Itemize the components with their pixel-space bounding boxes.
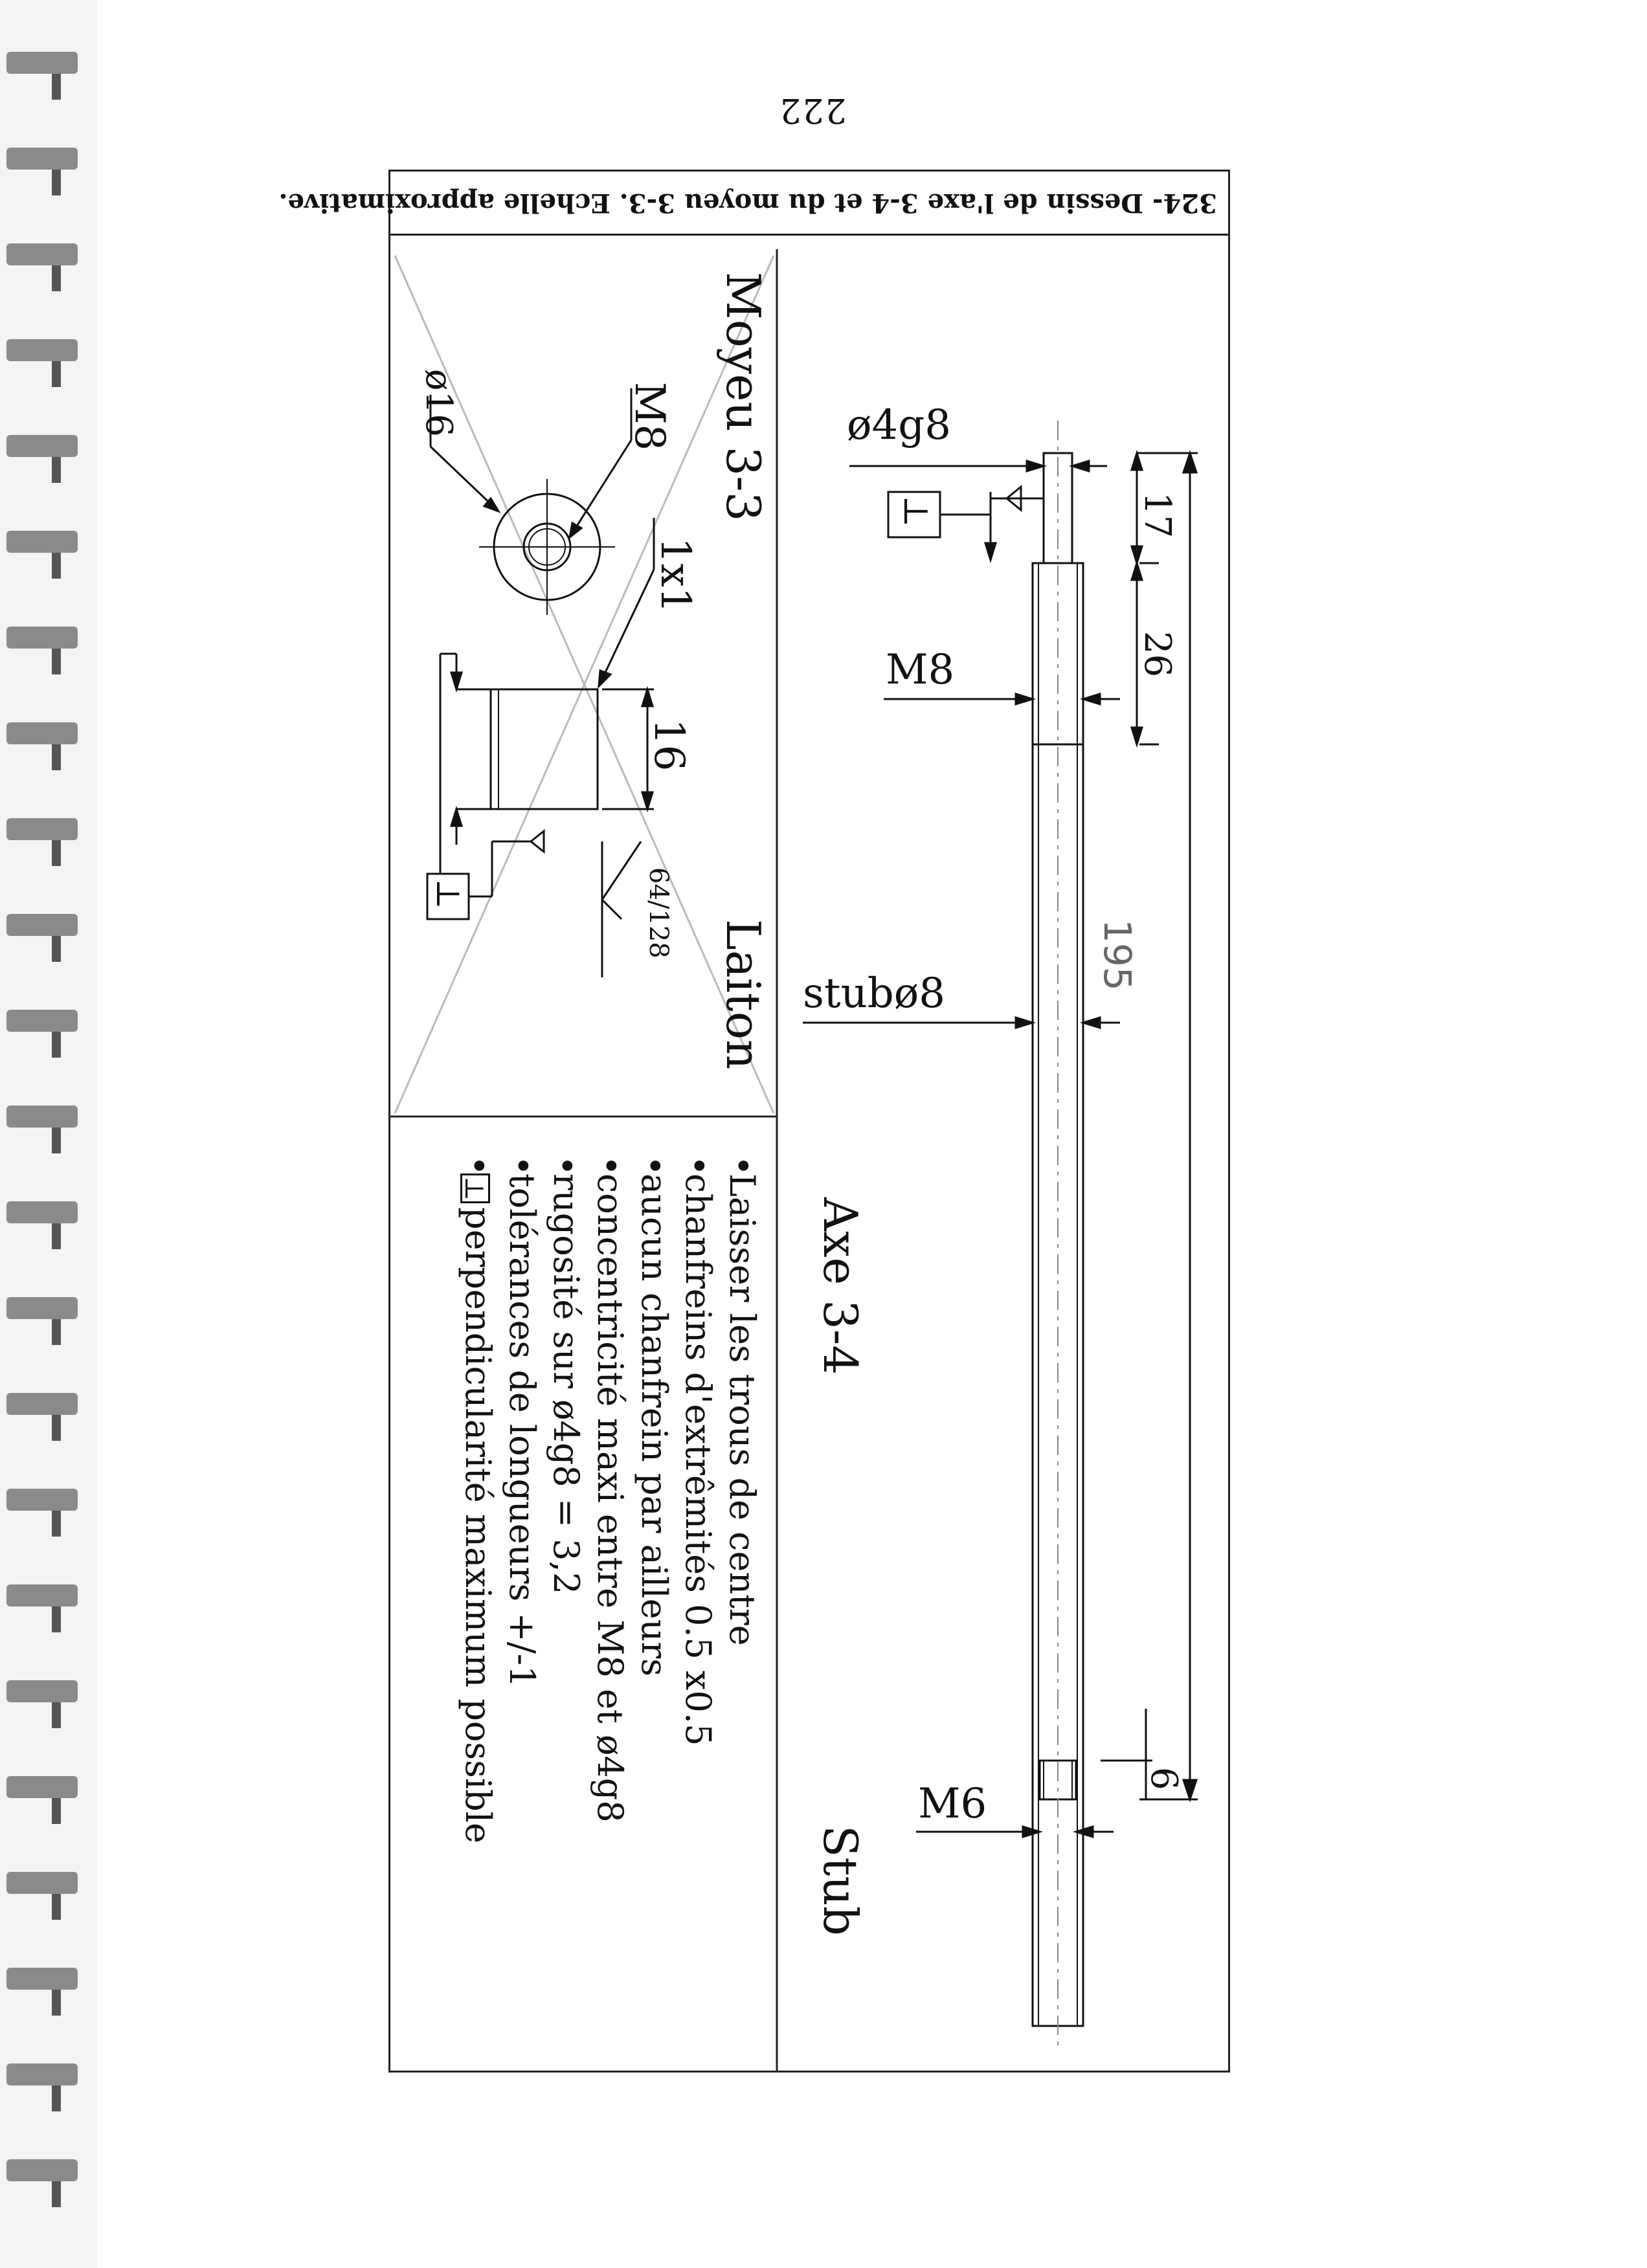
hub-label-length: 16: [645, 718, 693, 772]
notes-panel: [401, 1155, 764, 2074]
figure-caption: 324- Dessin de l'axe 3-4 et du moyeu 3-3. Echelle approximative.: [278, 188, 1217, 218]
axle-title: Axe 3-4: [813, 1197, 868, 1375]
label-m6: M6: [918, 1780, 987, 1828]
hub-label-chamfer: 1x1: [651, 537, 699, 614]
note-item: •Laisser les trous de centre: [722, 1155, 763, 1646]
perpendicularity-symbol: ⊥: [460, 1173, 490, 1203]
hand-mark: 195: [1095, 919, 1139, 991]
note-item: •tolérances de longueurs +/-1: [502, 1155, 543, 1688]
page-number: 222: [778, 91, 847, 129]
note-item: •concentricité maxi entre M8 et ø4g8: [590, 1155, 631, 1823]
note-item: •aucun chanfrein par ailleurs: [634, 1155, 675, 1676]
hub-label-m8: M8: [625, 382, 673, 451]
hub-material: Laiton: [716, 919, 770, 1070]
note-item: •rugosité sur ø4g8 = 3,2: [546, 1155, 587, 1595]
label-m8-axle: M8: [886, 646, 955, 694]
label-phi4g8: ø4g8: [847, 401, 951, 449]
hub-perp-symbol: ⊥: [429, 878, 467, 909]
axle-perp-symbol: ⊥: [896, 495, 935, 528]
note-item: •chanfreins d'extrêmités 0.5 x0.5: [678, 1155, 719, 1746]
label-dim-17: 17: [1136, 492, 1178, 539]
notes-list: [456, 1155, 764, 2074]
hub-label-roughness: 64/128: [644, 867, 673, 959]
hub-title: Moyeu 3-3: [716, 272, 770, 522]
hub-side-view: [491, 689, 598, 809]
stub-label: Stub: [813, 1825, 868, 1936]
note-item: •⊥perpendicularité maximum possible: [458, 1155, 499, 1843]
label-stub-phi8: stubø8: [803, 970, 945, 1017]
hub-label-phi16: ø16: [418, 369, 460, 437]
label-dim-26: 26: [1136, 631, 1178, 678]
label-dim-6: 6: [1143, 1767, 1185, 1790]
